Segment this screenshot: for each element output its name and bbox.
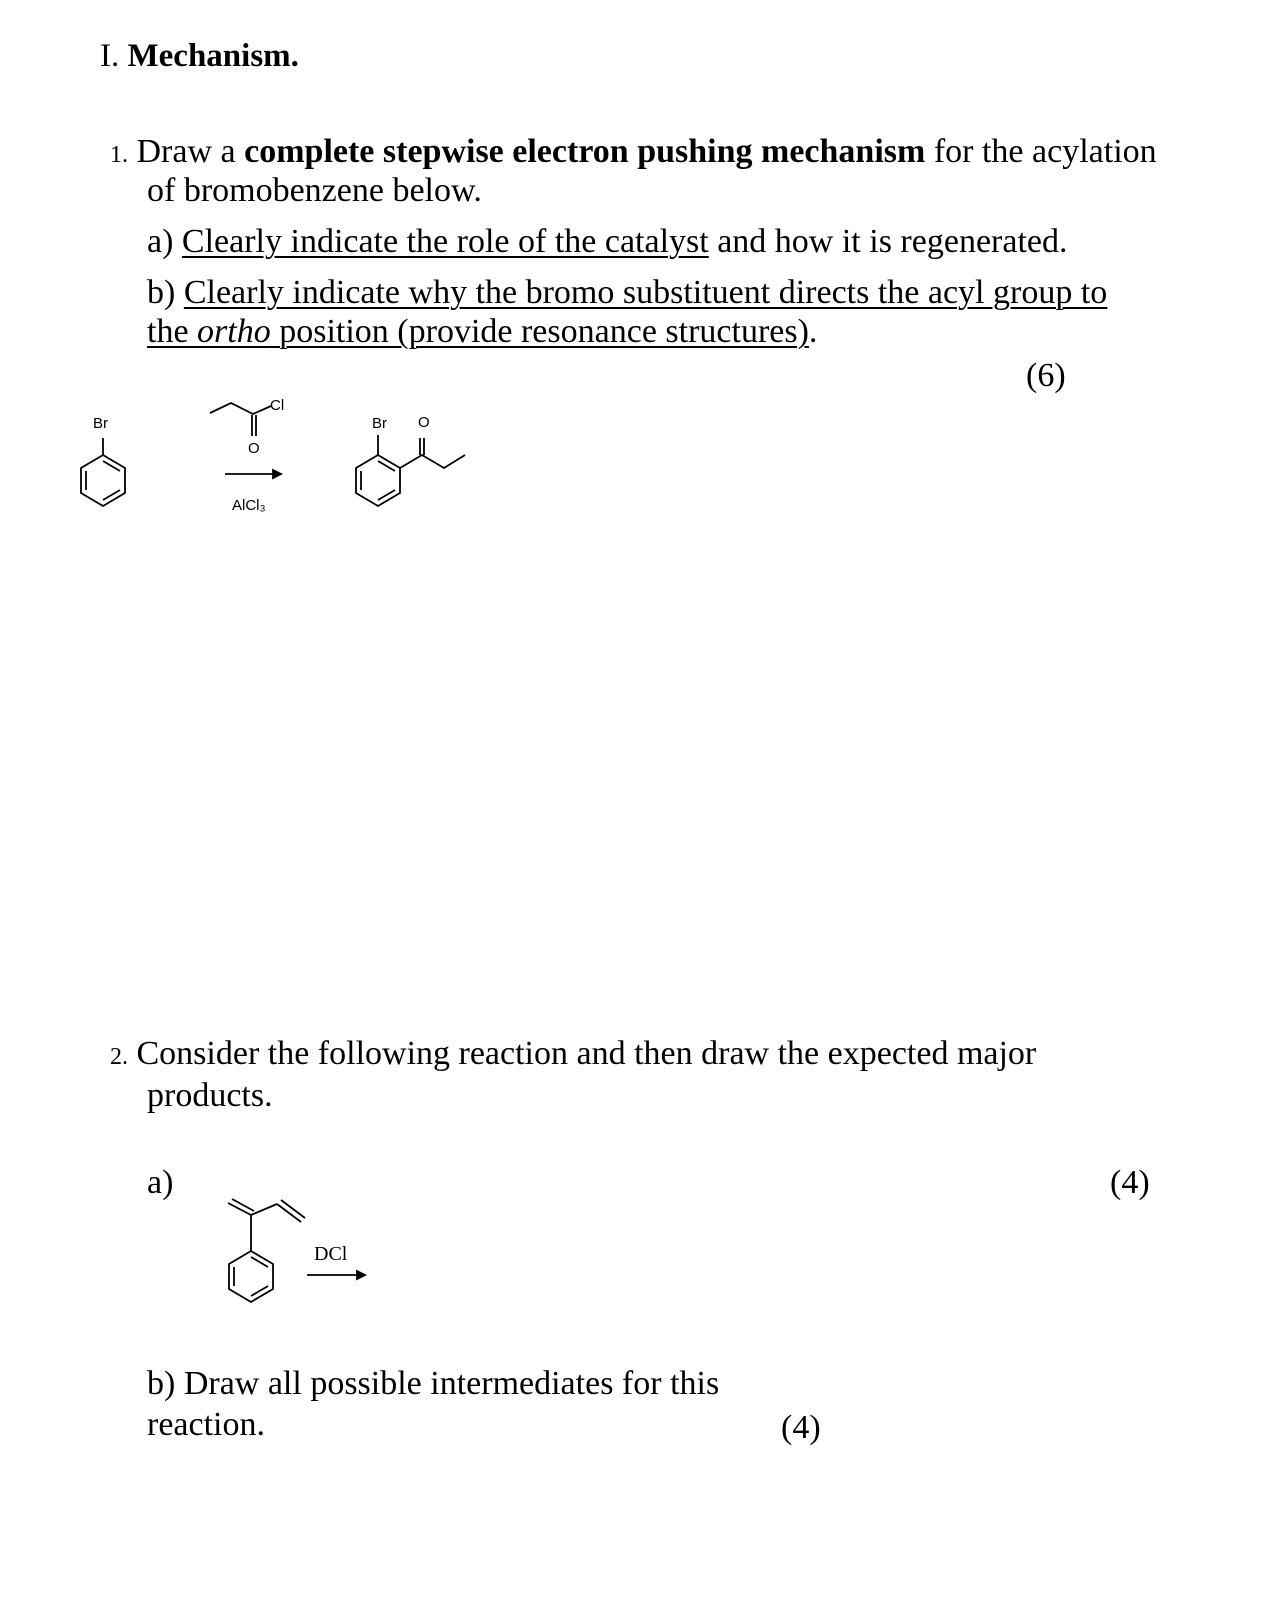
section-title: Mechanism. [127,38,299,74]
q1-part-a [147,222,1067,262]
q2-a-points: (4) [1110,1164,1150,1201]
section-heading [100,38,299,75]
q1-b2-the: the [147,313,198,350]
q2-reagent-label: DCl [314,1243,348,1265]
q1-line1 [110,132,1157,175]
q1-part-b [147,273,1107,313]
q1-a-rest: and how it is regenerated. [708,223,1068,260]
section-numeral: I. [100,38,120,74]
q2-line1 [110,1034,1036,1077]
q2-reaction-arrow [307,1269,369,1281]
q2-line2: products. [147,1077,273,1114]
q1-number: 1. [110,142,128,168]
q1-a-underlined: Clearly indicate the role of the catalyst [181,223,709,260]
alkenylbenzene-structure [215,1195,325,1315]
q1-text-bold: complete stepwise electron pushing mechanism [244,133,926,170]
bromobenzene-br-label: Br [93,415,108,432]
q2-number: 2. [110,1044,128,1070]
q1-b2-period: . [808,313,818,350]
reagent-cl-label: Cl [270,397,285,414]
q1-text-post: for the acylation [925,133,1157,170]
q1-a-prefix: a) [147,223,182,260]
q1-points: (6) [1026,357,1066,394]
catalyst-label: AlCl₃ [232,497,266,514]
q1-reaction-arrow [225,468,285,480]
q2-b-points: (4) [781,1409,821,1446]
product-br-label: Br [372,415,387,432]
q1-part-b-line2 [147,312,817,352]
reagent-o-label: O [248,440,260,457]
q1-line2: of bromobenzene below. [147,172,482,209]
q1-b-prefix: b) [147,274,184,311]
q2-a-label: a) [147,1164,174,1201]
product-o-label: O [418,414,430,431]
product-structure [345,410,485,510]
q1-b2-rest: position (provide resonance structures) [270,313,809,350]
q2-text: Consider the following reaction and then draw the expected major [136,1035,1037,1072]
q1-text-pre: Draw a [136,133,245,170]
q2-b-line2: reaction. [147,1406,265,1443]
q2-b-line1: b) Draw all possible intermediates for this [147,1365,720,1402]
q1-b-underlined: Clearly indicate why the bromo substituent directs the acyl group to [183,274,1108,311]
q1-b2-ortho: ortho [197,313,271,350]
